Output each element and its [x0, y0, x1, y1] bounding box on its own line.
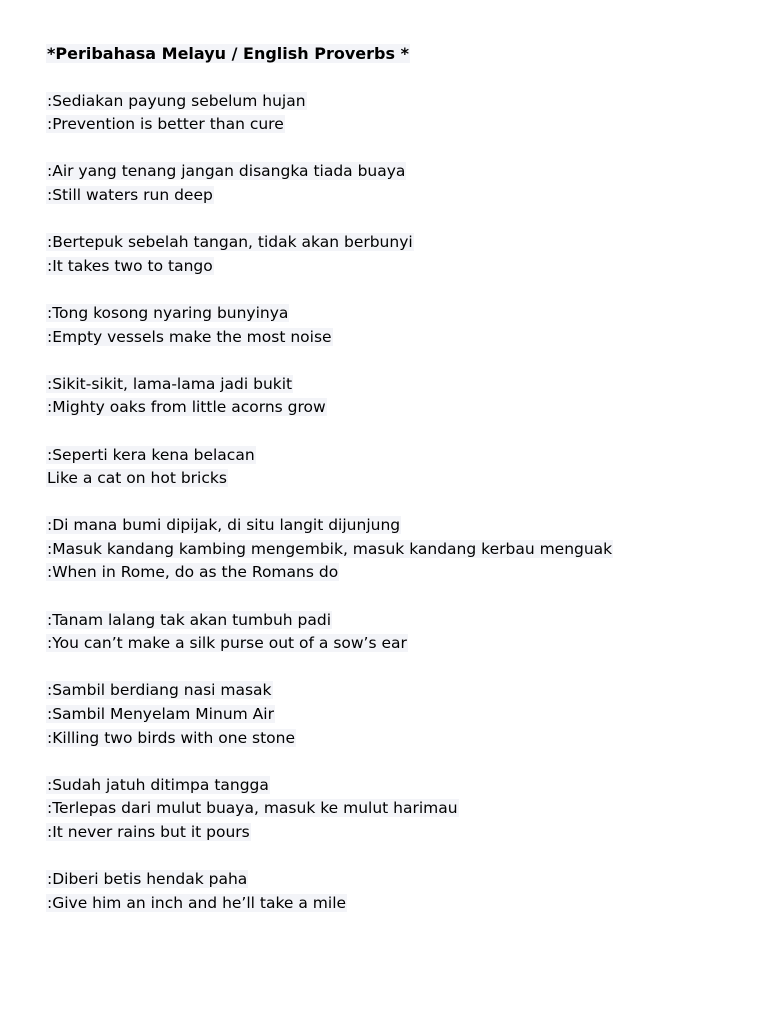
- proverb-line: [46, 302, 746, 326]
- proverb-text: :Di mana bumi dipijak, di situ langit dijunjung: [47, 516, 401, 535]
- proverb-line: [46, 231, 746, 255]
- proverb-group: [46, 90, 746, 137]
- proverb-text: :Sambil berdiang nasi masak: [47, 681, 272, 700]
- proverb-text: :Bertepuk sebelah tangan, tidak akan berbunyi: [47, 233, 413, 252]
- title-text: *Peribahasa Melayu / English Proverbs *: [47, 44, 409, 63]
- proverb-text: :It takes two to tango: [47, 256, 213, 275]
- proverb-text: :Empty vessels make the most noise: [47, 327, 332, 346]
- proverb-text: :You can’t make a silk purse out of a sow’s ear: [47, 634, 407, 653]
- proverb-text: :It never rains but it pours: [47, 823, 250, 841]
- proverb-group: [46, 609, 746, 656]
- proverb-group: [46, 444, 746, 491]
- proverb-line: [46, 538, 746, 562]
- proverb-text: :Give him an inch and he’ll take a mile: [47, 893, 347, 912]
- proverb-line: [46, 868, 746, 892]
- document-title: [46, 42, 746, 66]
- proverb-text: :Tong kosong nyaring bunyinya: [47, 303, 289, 322]
- proverb-text: Like a cat on hot bricks: [47, 469, 227, 488]
- proverb-line: [46, 892, 746, 916]
- proverb-line: [46, 561, 746, 585]
- proverb-line: [46, 797, 746, 821]
- proverb-group: [46, 514, 746, 585]
- proverb-line: [46, 255, 746, 279]
- proverb-text: :Sediakan payung sebelum hujan: [47, 91, 306, 110]
- proverb-line: [46, 774, 746, 798]
- proverb-line: [46, 373, 746, 397]
- proverb-text: :Prevention is better than cure: [47, 115, 284, 134]
- proverb-text: :Diberi betis hendak paha: [47, 870, 248, 889]
- proverb-line: [46, 821, 746, 845]
- proverb-line: [46, 184, 746, 208]
- proverb-group: [46, 302, 746, 349]
- proverb-line: [46, 396, 746, 420]
- document-page: [46, 42, 746, 939]
- proverb-line: [46, 90, 746, 114]
- proverb-group: [46, 160, 746, 207]
- proverb-text: :When in Rome, do as the Romans do: [47, 563, 339, 582]
- proverb-line: [46, 326, 746, 350]
- proverb-text: :Seperti kera kena belacan: [47, 445, 255, 464]
- proverb-text: :Masuk kandang kambing mengembik, masuk kandang kerbau menguak: [47, 539, 613, 558]
- proverb-group: [46, 231, 746, 278]
- proverb-text: :Terlepas dari mulut buaya, masuk ke mulut harimau: [47, 799, 458, 818]
- proverb-text: :Sudah jatuh ditimpa tangga: [47, 775, 269, 794]
- proverb-group: [46, 373, 746, 420]
- proverb-line: [46, 514, 746, 538]
- proverb-line: [46, 703, 746, 727]
- proverb-line: [46, 160, 746, 184]
- proverb-group: [46, 679, 746, 750]
- proverb-text: :Sikit-sikit, lama-lama jadi bukit: [47, 374, 293, 393]
- proverb-line: [46, 679, 746, 703]
- proverb-text: :Air yang tenang jangan disangka tiada buaya: [47, 162, 406, 181]
- proverb-group: [46, 774, 746, 845]
- proverb-line: [46, 632, 746, 656]
- proverb-text: :Still waters run deep: [47, 185, 213, 204]
- proverb-line: [46, 113, 746, 137]
- proverb-group: [46, 868, 746, 915]
- proverb-text: :Killing two birds with one stone: [47, 728, 296, 747]
- proverb-line: [46, 609, 746, 633]
- proverb-line: [46, 727, 746, 751]
- proverb-line: [46, 444, 746, 468]
- proverb-line: [46, 467, 746, 491]
- proverb-text: :Tanam lalang tak akan tumbuh padi: [47, 610, 331, 629]
- proverb-text: :Mighty oaks from little acorns grow: [47, 398, 326, 417]
- proverb-text: :Sambil Menyelam Minum Air: [47, 705, 274, 724]
